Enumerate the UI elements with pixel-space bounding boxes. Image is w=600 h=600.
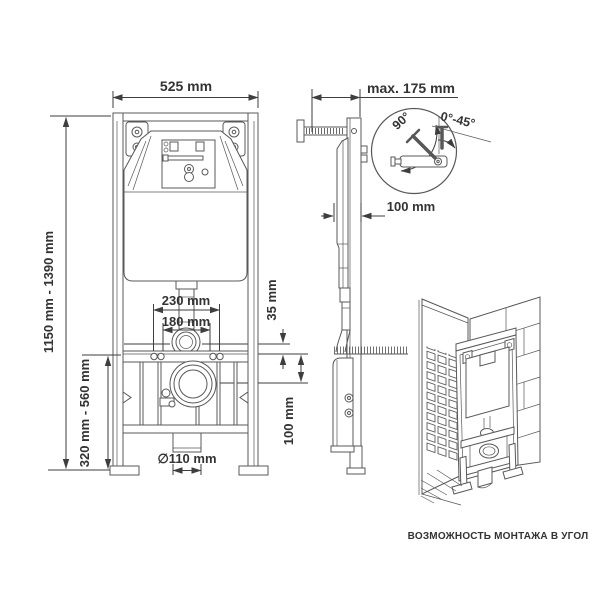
- side-outlet-housing: [331, 358, 354, 452]
- waste-outlet: [160, 361, 216, 407]
- dim-outlet-axis-offset: [281, 356, 301, 446]
- corner-mounting-caption: ВОЗМОЖНОСТЬ МОНТАЖА В УГОЛ: [407, 531, 589, 542]
- dim-fixing-outer-label: 230 mm: [161, 293, 211, 308]
- wall-anchor-screw: [297, 120, 347, 142]
- reference-lines: [124, 344, 308, 383]
- dim-waste-diameter-label: ∅110 mm: [157, 451, 217, 466]
- front-view: [41, 78, 308, 475]
- dim-outlet-height-label: 320 mm - 560 mm: [77, 358, 92, 468]
- detail-swing-angle-label: 90°: [389, 109, 414, 133]
- bracket-detail-circle: [372, 109, 492, 194]
- cistern: [124, 131, 247, 281]
- dim-frame-width: [113, 78, 258, 108]
- dim-install-height-label: 1150 mm - 1390 mm: [41, 230, 56, 354]
- dim-frame-depth-label: 100 mm: [386, 199, 436, 214]
- dim-outlet-axis-offset-label: 100 mm: [281, 396, 296, 446]
- corner-frame: [452, 328, 523, 494]
- dim-flush-offset-label: 35 mm: [264, 279, 279, 321]
- dim-flush-offset: [264, 279, 283, 369]
- dim-fixing-inner-label: 180 mm: [161, 314, 211, 329]
- dim-frame-width-label: 525 mm: [159, 78, 213, 94]
- waste-pipe: [173, 433, 201, 452]
- dim-max-depth-label: max. 175 mm: [367, 80, 455, 96]
- dim-install-height: [41, 116, 111, 470]
- detail-tilt-angle-label: 0°-45°: [439, 109, 477, 131]
- dim-waste-diameter: [157, 451, 216, 475]
- cistern-profile: [337, 138, 348, 288]
- corner-mounting-view: [408, 297, 589, 542]
